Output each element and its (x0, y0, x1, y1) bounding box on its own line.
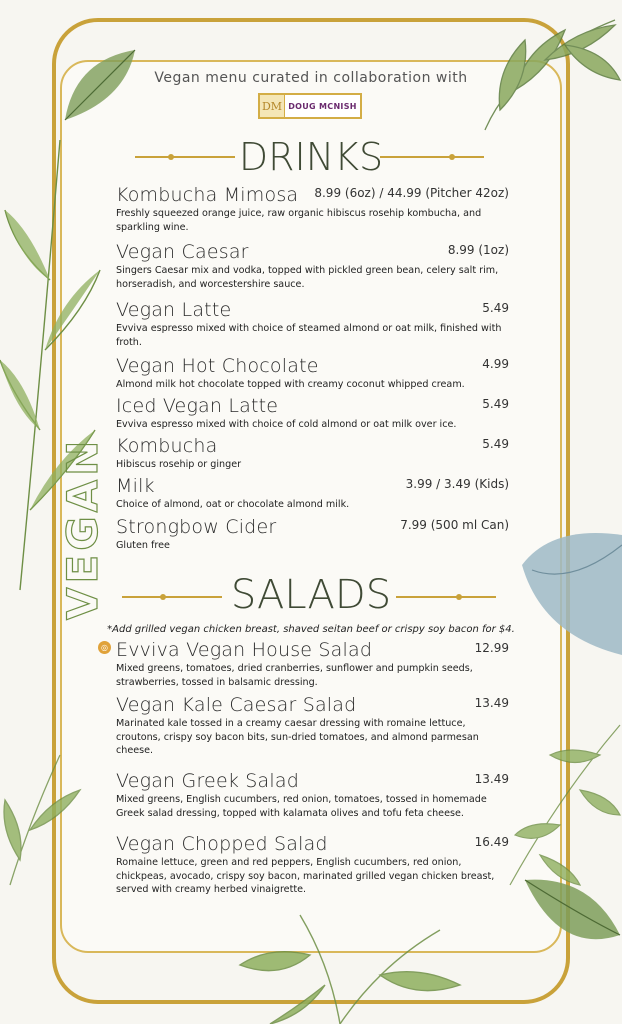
drink-item (116, 184, 509, 234)
item-price: 5.49 (482, 437, 509, 451)
item-price: 3.99 / 3.49 (Kids) (405, 477, 509, 491)
item-name: Vegan Greek Salad (116, 770, 299, 792)
item-description: Mixed greens, tomatoes, dried cranberries, sunflower and pumpkin seeds, strawberries, tossed in balsamic dressing. (116, 663, 473, 688)
item-name: Vegan Hot Chocolate (116, 355, 319, 377)
item-price: 13.49 (474, 772, 509, 786)
salad-item (116, 639, 509, 689)
item-description: Singers Caesar mix and vodka, topped with pickled green bean, celery salt rim, horseradish, and worcestershire sauce. (116, 265, 499, 290)
drink-item (116, 395, 509, 432)
drink-item (116, 299, 509, 349)
item-description: Mixed greens, English cucumbers, red onion, tomatoes, tossed in homemade Greek salad dressing, topped with kalamata olives and tofu feta cheese. (116, 794, 487, 819)
leaf-bottom-right-icon (520, 875, 622, 970)
item-name: Vegan Chopped Salad (116, 833, 328, 855)
item-price: 5.49 (482, 397, 509, 411)
logo-name: DOUG MCNISH (288, 101, 357, 111)
logo-monogram: DM (260, 95, 285, 117)
item-price: 16.49 (474, 835, 509, 849)
item-description: Hibiscus rosehip or ginger (116, 459, 242, 470)
house-favorite-icon: ◎ (98, 641, 111, 654)
item-price: 12.99 (474, 641, 509, 655)
item-price: 7.99 (500 ml Can) (400, 518, 509, 532)
item-description: Freshly squeezed orange juice, raw organic hibiscus rosehip kombucha, and sparkling wine. (116, 208, 482, 233)
item-description: Evviva espresso mixed with choice of cold almond or oat milk over ice. (116, 419, 457, 430)
item-description: Almond milk hot chocolate topped with creamy coconut whipped cream. (116, 379, 465, 390)
item-price: 8.99 (6oz) / 44.99 (Pitcher 42oz) (314, 186, 509, 200)
drink-item (116, 475, 509, 512)
drinks-title: DRINKS (238, 135, 384, 179)
item-name: Milk (116, 475, 155, 497)
item-name: Vegan Latte (116, 299, 232, 321)
drink-item (116, 435, 509, 472)
item-price: 8.99 (1oz) (447, 243, 509, 257)
collab-header: Vegan menu curated in collaboration with (154, 70, 468, 86)
item-name: Evviva Vegan House Salad (116, 639, 373, 661)
vegan-vertical-text: VEGAN (58, 436, 107, 620)
item-name: Vegan Caesar (116, 241, 249, 263)
item-price: 5.49 (482, 301, 509, 315)
item-name: Vegan Kale Caesar Salad (116, 694, 357, 716)
drink-item (116, 241, 509, 291)
item-name: Strongbow Cider (116, 516, 277, 538)
drink-item (116, 516, 509, 553)
item-description: Romaine lettuce, green and red peppers, English cucumbers, red onion, chickpeas, avocado, crispy soy bacon, marinated grilled vegan chicken breast, served with creamy herbed vinaigrette. (116, 857, 495, 895)
salad-item (116, 694, 509, 758)
salad-item (116, 770, 509, 820)
item-price: 13.49 (474, 696, 509, 710)
item-price: 4.99 (482, 357, 509, 371)
leaf-bottom-center-icon (210, 905, 480, 1024)
item-name: Kombucha Mimosa (116, 184, 299, 206)
item-name: Kombucha (116, 435, 218, 457)
leaf-bottom-left-icon (0, 750, 100, 890)
leaf-right-fern-icon (500, 715, 622, 895)
salad-item (116, 833, 509, 897)
salads-title: SALADS (230, 572, 392, 618)
item-description: Choice of almond, oat or chocolate almond milk. (116, 499, 350, 510)
item-description: Marinated kale tossed in a creamy caesar dressing with romaine lettuce, croutons, crispy soy bacon bits, sun-dried tomatoes, and almond parmesan cheese. (116, 718, 479, 756)
item-description: Gluten free (116, 540, 170, 551)
doug-mcnish-logo (258, 93, 362, 119)
item-description: Evviva espresso mixed with choice of steamed almond or oat milk, finished with froth. (116, 323, 502, 348)
item-name: Iced Vegan Latte (116, 395, 279, 417)
salads-addon-note: *Add grilled vegan chicken breast, shaved seitan beef or crispy soy bacon for $4. (107, 624, 515, 635)
drink-item (116, 355, 509, 392)
